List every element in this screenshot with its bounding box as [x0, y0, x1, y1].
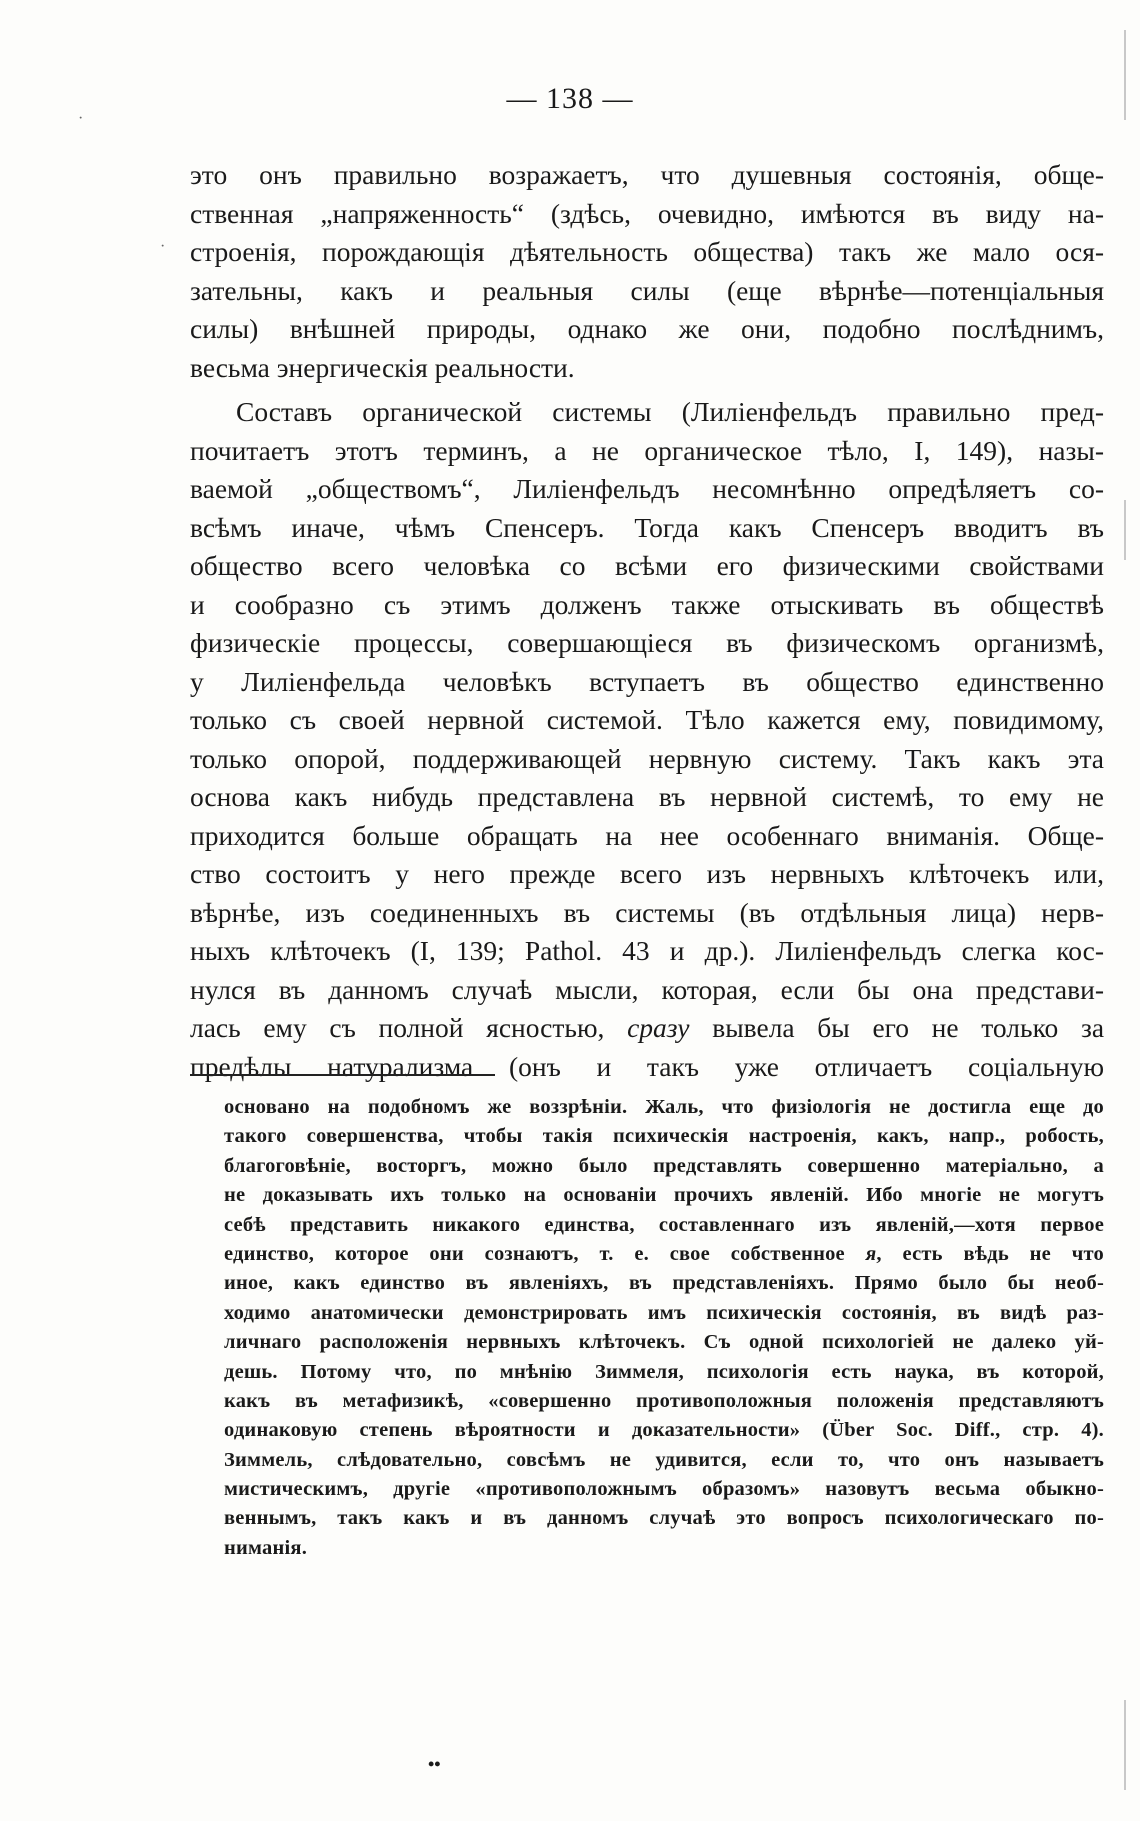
footnote-line: основано на подобномъ же воззрѣніи. Жаль, что физіологія не достигла еще до [224, 1096, 1104, 1118]
page-number: — 138 — [506, 82, 634, 115]
footnote-line: Зиммель, слѣдовательно, совсѣмъ не удивится, если то, что онъ называетъ [224, 1448, 1104, 1471]
footnote-line: какъ въ метафизикѣ, «совершенно противоположныя положенія представляютъ [224, 1389, 1104, 1412]
footnote-line: ходимо анатомически демонстрировать имъ психическія состоянія, въ видѣ раз- [224, 1301, 1104, 1324]
footnote-line: одинаковую степень вѣроятности и доказательности» (Über Soc. Diff., стр. 4). [224, 1419, 1104, 1442]
footnote-line: мистическимъ, другіе «противоположнымъ образомъ» назовутъ весьма обыкно- [224, 1478, 1104, 1501]
main-text [190, 156, 1104, 1086]
text-line: общество всего человѣка со всѣми его физическими свойствами [190, 550, 1104, 581]
footnote-line: личнаго расположенія нервныхъ клѣточекъ. Съ одной психологіей не далеко уй- [224, 1331, 1104, 1354]
scan-edge-mark [1124, 500, 1126, 560]
scan-edge-mark [1124, 1700, 1126, 1790]
text-line: ваемой „обществомъ“, Лиліенфельдъ несомнѣнно опредѣляетъ со- [190, 473, 1104, 504]
text-segment: , есть вѣдь не что [876, 1242, 1104, 1265]
text-segment: лась ему съ полной ясностью, [190, 1012, 605, 1043]
text-line: весьма энергическія реальности. [190, 351, 575, 383]
footnote-line [224, 1240, 1104, 1269]
text-line: вѣрнѣе, изъ соединенныхъ въ системы (въ отдѣльныя лица) нерв- [190, 896, 1104, 928]
footnote-line: благоговѣніе, восторгъ, можно было представлять совершенно матеріально, а [224, 1154, 1104, 1177]
footnote-line: не доказывать ихъ только на основаніи прочихъ явленій. Ибо многіе не могутъ [224, 1184, 1104, 1207]
text-line: ство состоитъ у него прежде всего изъ нервныхъ клѣточекъ или, [190, 858, 1104, 889]
footnote-line: дешь. Потому что, по мнѣнію Зиммеля, психологія есть наука, въ которой, [224, 1360, 1104, 1383]
text-line: приходится больше обращать на нее особеннаго вниманія. Обще- [190, 819, 1104, 851]
italic-word: сразу [627, 1012, 690, 1043]
text-line: это онъ правильно возражаетъ, что душевныя состоянія, обще- [190, 159, 1104, 190]
text-line: зательны, какъ и реальныя силы (еще вѣрнѣе—потенціальныя [190, 274, 1104, 306]
footnote-separator [190, 1074, 495, 1076]
scan-edge-mark [1124, 30, 1126, 120]
text-line: силы) внѣшней природы, однако же они, подобно послѣднимъ, [190, 313, 1104, 344]
text-line: строенія, порождающія дѣятельность общества) такъ же мало ося- [190, 236, 1104, 267]
text-line: всѣмъ иначе, чѣмъ Спенсеръ. Тогда какъ Спенсеръ вводитъ въ [190, 511, 1104, 543]
text-line: и сообразно съ этимъ долженъ также отыскивать въ обществѣ [190, 588, 1104, 620]
text-line: физическіе процессы, совершающіеся въ физическомъ организмѣ, [190, 627, 1104, 658]
footnote-line: такого совершенства, чтобы такія психическія настроенія, какъ, напр., робость, [224, 1125, 1104, 1148]
text-line: нулся въ данномъ случаѣ мысли, которая, если бы она представи- [190, 973, 1104, 1005]
text-line: только опорой, поддерживающей нервную систему. Такъ какъ эта [190, 742, 1104, 774]
footnote-line: ниманія. [224, 1536, 308, 1559]
footnote-line: веннымъ, такъ какъ и въ данномъ случаѣ это вопросъ психологическаго по- [224, 1507, 1104, 1530]
footnote-line: себѣ представить никакого единства, составленнаго изъ явленій,—хотя первое [224, 1213, 1104, 1236]
text-line [190, 1009, 1104, 1048]
text-line: основа какъ нибудь представлена въ нервной системѣ, то ему не [190, 781, 1104, 812]
scan-speck: · [78, 110, 84, 127]
scan-speck: · [160, 238, 166, 255]
text-segment: единство, которое они сознаютъ, т. е. свое собственное [224, 1242, 845, 1265]
footnote-line: иное, какъ единство въ явленіяхъ, въ представленіяхъ. Прямо было бы необ- [224, 1272, 1104, 1295]
text-line: почитаетъ этотъ терминъ, а не органическое тѣло, I, 149), назы- [190, 434, 1104, 466]
footnote [224, 1093, 1104, 1563]
text-line: ственная „напряженность“ (здѣсь, очевидно, имѣются въ виду на- [190, 197, 1104, 229]
text-line: Составъ органической системы (Лиліенфельдъ правильно пред- [236, 396, 1104, 427]
bottom-mark: •• [428, 1754, 441, 1774]
text-segment: вывела бы его не только за [712, 1012, 1105, 1043]
text-line: у Лиліенфельда человѣкъ вступаетъ въ общество единственно [190, 665, 1104, 697]
text-line: ныхъ клѣточекъ (I, 139; Pathol. 43 и др.). Лиліенфельдъ слегка кос- [190, 935, 1104, 966]
text-line: только съ своей нервной системой. Тѣло кажется ему, повидимому, [190, 704, 1104, 735]
italic-word: я [865, 1242, 877, 1265]
text-line: предѣлы натурализма (онъ и такъ уже отличаетъ соціальную [190, 1050, 1104, 1082]
